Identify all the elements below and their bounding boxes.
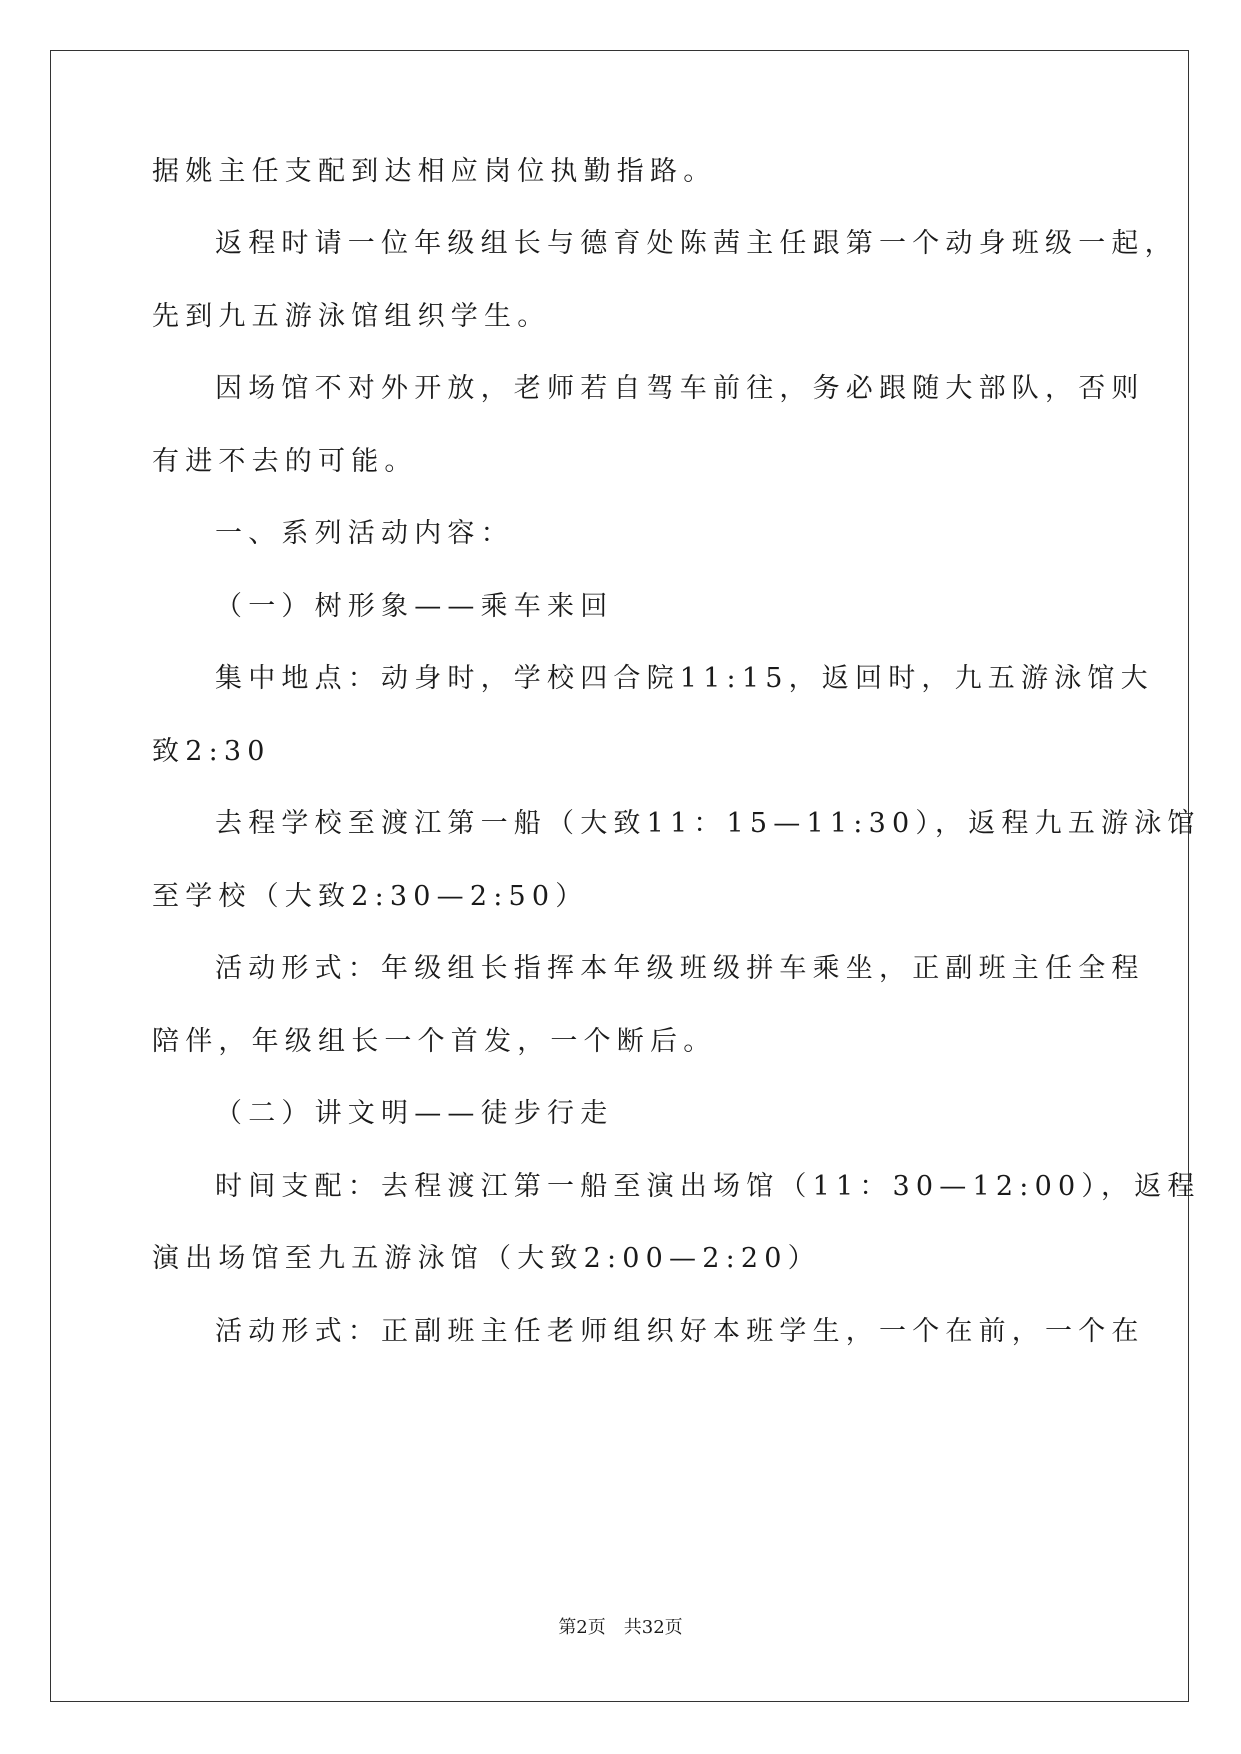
section-heading: 一、系列活动内容： (215, 518, 514, 549)
text-line-2: 返程时请一位年级组长与德育处陈茜主任跟第一个动身班级一起， (215, 228, 1178, 259)
text-line-15: 时间支配：去程渡江第一船至演出场馆（11：30—12:00），返程 (215, 1171, 1201, 1202)
text-line-11: 至学校（大致2:30—2:50） (152, 881, 589, 912)
text-line-17: 活动形式：正副班主任老师组织好本班学生，一个在前，一个在 (215, 1316, 1145, 1347)
text-line-9: 致2:30 (152, 736, 271, 767)
text-line-12: 活动形式：年级组长指挥本年级班级拼车乘坐，正副班主任全程 (215, 953, 1145, 984)
text-line-4: 因场馆不对外开放，老师若自驾车前往，务必跟随大部队，否则 (215, 373, 1145, 404)
text-line-1: 据姚主任支配到达相应岗位执勤指路。 (152, 156, 717, 187)
text-line-10: 去程学校至渡江第一船（大致11：15—11:30），返程九五游泳馆 (215, 808, 1201, 839)
page-border (50, 50, 1189, 1702)
subsection-heading-1: （一）树形象——乘车来回 (215, 591, 614, 622)
page-number-footer: 第2页 共32页 (558, 1617, 683, 1638)
text-line-13: 陪伴，年级组长一个首发，一个断后。 (152, 1026, 717, 1057)
subsection-heading-2: （二）讲文明——徒步行走 (215, 1098, 614, 1129)
text-line-5: 有进不去的可能。 (152, 446, 418, 477)
text-line-16: 演出场馆至九五游泳馆（大致2:00—2:20） (152, 1243, 821, 1274)
text-line-3: 先到九五游泳馆组织学生。 (152, 301, 551, 332)
text-line-8: 集中地点：动身时，学校四合院11:15，返回时，九五游泳馆大 (215, 663, 1154, 694)
